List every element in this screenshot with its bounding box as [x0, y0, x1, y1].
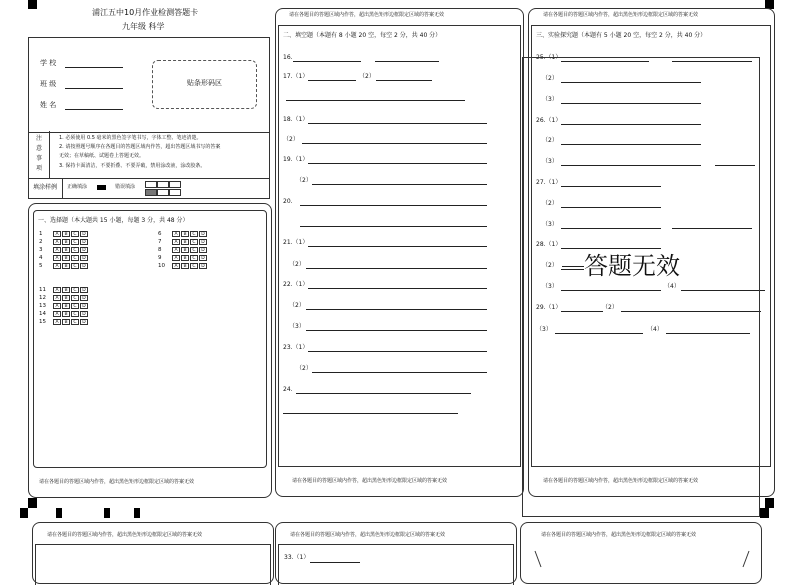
section2-title: 二、填空题（本题有 8 小题 20 空，每空 2 分，共 40 分）	[283, 32, 442, 39]
choice-bubble-a[interactable]: A	[172, 231, 180, 237]
choice-bubble-a[interactable]: A	[53, 239, 61, 245]
choice-bubble-d[interactable]: D	[80, 247, 88, 253]
timing-mark	[765, 498, 774, 508]
answer-line[interactable]	[376, 80, 432, 81]
wrong-fill-sample	[157, 181, 169, 188]
notes-box	[28, 131, 270, 179]
q27-2-label: （2）	[542, 200, 558, 207]
q21-label: 21.（1）	[283, 239, 309, 246]
class-field[interactable]	[65, 88, 123, 89]
q27-3-label: （3）	[542, 221, 558, 228]
answer-line[interactable]	[308, 288, 487, 289]
q33-label: 33.（1）	[284, 554, 310, 561]
note-line: 2. 请按照题号顺序在各题目的答题区域内作答，超出答题区域书写的答案	[59, 144, 221, 150]
choice-bubble-b[interactable]: B	[62, 247, 70, 253]
answer-line[interactable]	[375, 61, 439, 62]
q29-3-label: （3）	[536, 326, 552, 333]
choice-bubble-c[interactable]: C	[71, 255, 79, 261]
choice-bubble-b[interactable]: B	[181, 263, 189, 269]
question-number: 15	[39, 318, 46, 325]
choice-bubble-c[interactable]: C	[71, 231, 79, 237]
q17-2-label: （2）	[359, 73, 375, 80]
panel-warning: 请在各题目的答题区域内作答，超出黑色矩形边框限定区域的答案无效	[292, 478, 448, 484]
q25-2-label: （2）	[542, 75, 558, 82]
choice-bubble-a[interactable]: A	[172, 239, 180, 245]
diagonal-strike	[527, 549, 757, 569]
choice-bubble-d[interactable]: D	[80, 287, 88, 293]
notes-label-char: 注	[36, 135, 43, 142]
choice-bubble-d[interactable]: D	[80, 263, 88, 269]
choice-bubble-d[interactable]: D	[199, 239, 207, 245]
choice-bubble-a[interactable]: A	[172, 247, 180, 253]
choice-bubble-d[interactable]: D	[80, 231, 88, 237]
answer-line[interactable]	[306, 309, 487, 310]
q20-label: 20.	[283, 198, 293, 205]
timing-mark	[104, 508, 110, 518]
choice-bubble-b[interactable]: B	[181, 231, 189, 237]
timing-mark	[760, 508, 769, 518]
q22-3-label: （3）	[289, 323, 305, 330]
answer-line[interactable]	[312, 372, 487, 373]
choice-bubble-c[interactable]: C	[71, 319, 79, 325]
choice-bubble-a[interactable]: A	[53, 303, 61, 309]
answer-line[interactable]	[308, 163, 487, 164]
name-label: 姓 名	[40, 101, 57, 109]
q25-label: 25.（1）	[536, 54, 562, 61]
choice-bubble-d[interactable]: D	[80, 255, 88, 261]
panel-warning: 请在各题目的答题区域内作答，超出黑色矩形边框限定区域的答案无效	[47, 532, 203, 538]
choice-bubble-a[interactable]: A	[53, 255, 61, 261]
q22-label: 22.（1）	[283, 281, 309, 288]
choice-bubble-d[interactable]: D	[80, 311, 88, 317]
class-label: 班 级	[40, 80, 57, 88]
timing-mark	[20, 508, 28, 518]
choice-bubble-a[interactable]: A	[172, 255, 180, 261]
panel-warning: 请在各题目的答题区域内作答，超出黑色矩形边框限定区域的答案无效	[541, 532, 697, 538]
q26-2-label: （2）	[542, 137, 558, 144]
bottom-panel-left	[32, 522, 274, 584]
answer-line[interactable]	[306, 268, 487, 269]
question-number: 9	[158, 254, 162, 261]
q29-label: 29.（1）	[536, 304, 562, 311]
panel-warning: 请在各题目的答题区域内作答，超出黑色矩形边框限定区域的答案无效	[290, 532, 446, 538]
choice-bubble-d[interactable]: D	[199, 255, 207, 261]
choice-bubble-d[interactable]: D	[199, 247, 207, 253]
q29-2-label: （2）	[602, 304, 618, 311]
answer-line[interactable]	[293, 61, 361, 62]
wrong-fill-sample	[145, 181, 157, 188]
q16-label: 16.	[283, 54, 293, 61]
question-number: 14	[39, 310, 46, 317]
barcode-area	[152, 60, 257, 109]
choice-bubble-c[interactable]: C	[71, 247, 79, 253]
answer-region	[278, 544, 514, 585]
card-subtitle: 九年级 科学	[122, 22, 165, 31]
answer-line[interactable]	[306, 330, 487, 331]
q26-label: 26.（1）	[536, 117, 562, 124]
choice-bubble-b[interactable]: B	[181, 255, 189, 261]
choice-bubble-a[interactable]: A	[53, 263, 61, 269]
choice-bubble-a[interactable]: A	[53, 295, 61, 301]
answer-line[interactable]	[308, 351, 487, 352]
answer-line[interactable]	[308, 123, 487, 124]
choice-bubble-d[interactable]: D	[80, 303, 88, 309]
choice-bubble-a[interactable]: A	[53, 319, 61, 325]
q28-2-label: （2）	[542, 262, 558, 269]
panel-warning: 请在各题目的答题区域内作答，超出黑色矩形边框限定区域的答案无效	[543, 12, 699, 18]
choice-bubble-b[interactable]: B	[62, 239, 70, 245]
section1-title: 一、选择题（本大题共 15 小题，每题 3 分，共 48 分）	[38, 217, 189, 224]
choice-bubble-d[interactable]: D	[80, 319, 88, 325]
choice-bubble-c[interactable]: C	[190, 231, 198, 237]
question-number: 7	[158, 238, 162, 245]
wrong-fill-sample	[169, 189, 181, 196]
choice-bubble-c[interactable]: C	[71, 311, 79, 317]
choice-bubble-a[interactable]: A	[53, 247, 61, 253]
choice-bubble-c[interactable]: C	[190, 247, 198, 253]
choice-bubble-b[interactable]: B	[62, 287, 70, 293]
choice-bubble-b[interactable]: B	[62, 311, 70, 317]
panel-warning: 请在各题目的答题区域内作答，超出黑色矩形边框限定区域的答案无效	[289, 12, 445, 18]
card-title: 浦江五中10月作业检测答题卡	[92, 8, 199, 17]
question-number: 2	[39, 238, 43, 245]
choice-bubble-b[interactable]: B	[62, 303, 70, 309]
answer-line[interactable]	[308, 80, 356, 81]
fill-example-box	[28, 178, 270, 199]
choice-bubble-c[interactable]: C	[190, 239, 198, 245]
choice-bubble-b[interactable]: B	[181, 239, 189, 245]
q27-label: 27.（1）	[536, 179, 562, 186]
section3-title: 三、实验探究题（本题有 5 小题 20 空，每空 2 分，共 40 分）	[536, 32, 707, 39]
q19-label: 19.（1）	[283, 156, 309, 163]
note-line: 3. 保持卡面清洁，不要折叠、不要弄破，禁用涂改液，涂改胶条。	[59, 163, 206, 169]
choice-bubble-b[interactable]: B	[62, 319, 70, 325]
choice-bubble-a[interactable]: A	[53, 287, 61, 293]
question-number: 8	[158, 246, 162, 253]
q23-label: 23.（1）	[283, 344, 309, 351]
choice-bubble-c[interactable]: C	[190, 255, 198, 261]
section2-panel	[275, 8, 524, 497]
choice-bubble-c[interactable]: C	[71, 287, 79, 293]
notes-label-char: 项	[36, 165, 43, 172]
question-number: 11	[39, 286, 46, 293]
q26-3-label: （3）	[542, 158, 558, 165]
panel-warning: 请在各题目的答题区域内作答，超出黑色矩形边框限定区域的答案无效	[39, 479, 195, 485]
note-line: 1. 必须使用 0.5 毫米的黑色签字笔书写，字体工整、笔迹清楚。	[59, 135, 202, 141]
correct-fill-label: 正确填涂	[67, 184, 88, 190]
choice-bubble-a[interactable]: A	[53, 231, 61, 237]
wrong-fill-sample	[169, 181, 181, 188]
answer-region	[35, 544, 271, 585]
q19-2-label: （2）	[296, 177, 312, 184]
wrong-fill-sample	[157, 189, 169, 196]
school-label: 学 校	[40, 59, 57, 67]
barcode-label: 贴条形码区	[187, 79, 222, 87]
correct-fill-sample	[97, 185, 106, 190]
invalid-zone-stamp: 答题无效	[584, 252, 680, 280]
wrong-fill-sample	[145, 189, 157, 196]
q17-label: 17.（1）	[283, 73, 309, 80]
timing-mark	[28, 0, 37, 9]
timing-mark	[134, 508, 140, 518]
question-number: 5	[39, 262, 43, 269]
answer-line[interactable]	[286, 100, 465, 101]
answer-line[interactable]	[308, 246, 487, 247]
question-number: 13	[39, 302, 46, 309]
name-field[interactable]	[65, 109, 123, 110]
q24-label: 24.	[283, 386, 293, 393]
answer-line[interactable]	[302, 143, 487, 144]
q22-2-label: （2）	[289, 302, 305, 309]
q25-3-label: （3）	[542, 96, 558, 103]
choice-bubble-d[interactable]: D	[199, 263, 207, 269]
question-number: 1	[39, 230, 43, 237]
note-line: 无效；在草稿纸、试题卷上答题无效。	[59, 153, 145, 159]
choice-bubble-b[interactable]: B	[62, 231, 70, 237]
choice-bubble-d[interactable]: D	[80, 295, 88, 301]
timing-mark	[56, 508, 62, 518]
notes-label-col	[29, 131, 50, 178]
q28-3-label: （3）	[542, 283, 558, 290]
choice-bubble-c[interactable]: C	[71, 303, 79, 309]
q23-2-label: （2）	[296, 365, 312, 372]
school-field[interactable]	[65, 67, 123, 68]
choice-bubble-c[interactable]: C	[71, 239, 79, 245]
bottom-panel-middle	[275, 522, 517, 584]
wrong-fill-label: 错误填涂	[115, 184, 136, 190]
notes-label-char: 意	[36, 145, 43, 152]
choice-bubble-d[interactable]: D	[80, 239, 88, 245]
choice-bubble-b[interactable]: B	[62, 295, 70, 301]
q21-2-label: （2）	[289, 261, 305, 268]
question-number: 10	[158, 262, 165, 269]
choice-bubble-c[interactable]: C	[71, 295, 79, 301]
choice-bubble-b[interactable]: B	[62, 255, 70, 261]
stamp-strike-line	[562, 266, 584, 267]
section1-panel	[28, 203, 272, 498]
timing-mark	[28, 498, 37, 508]
answer-line[interactable]	[300, 205, 487, 206]
answer-line[interactable]	[310, 562, 360, 563]
answer-line[interactable]	[283, 413, 458, 414]
question-number: 12	[39, 294, 46, 301]
choice-bubble-b[interactable]: B	[181, 247, 189, 253]
question-number: 6	[158, 230, 162, 237]
q28-4-label: （4）	[664, 283, 680, 290]
choice-bubble-a[interactable]: A	[53, 311, 61, 317]
choice-bubble-d[interactable]: D	[199, 231, 207, 237]
choice-bubble-a[interactable]: A	[172, 263, 180, 269]
choice-bubble-c[interactable]: C	[190, 263, 198, 269]
question-number: 4	[39, 254, 43, 261]
q28-label: 28.（1）	[536, 241, 562, 248]
student-info-box	[28, 37, 270, 133]
answer-line[interactable]	[312, 184, 487, 185]
choice-bubble-b[interactable]: B	[62, 263, 70, 269]
bottom-panel-right	[520, 522, 762, 584]
answer-line[interactable]	[300, 226, 487, 227]
q18-2-label: （2）	[283, 136, 299, 143]
answer-line[interactable]	[296, 393, 471, 394]
q18-label: 18.（1）	[283, 116, 309, 123]
fill-example-label: 填涂样例	[33, 184, 58, 191]
invalid-zone-frame	[522, 54, 760, 517]
choice-bubble-c[interactable]: C	[71, 263, 79, 269]
notes-label-char: 事	[36, 155, 43, 162]
question-number: 3	[39, 246, 43, 253]
q29-4-label: （4）	[647, 326, 663, 333]
panel-warning: 请在各题目的答题区域内作答，超出黑色矩形边框限定区域的答案无效	[543, 478, 699, 484]
